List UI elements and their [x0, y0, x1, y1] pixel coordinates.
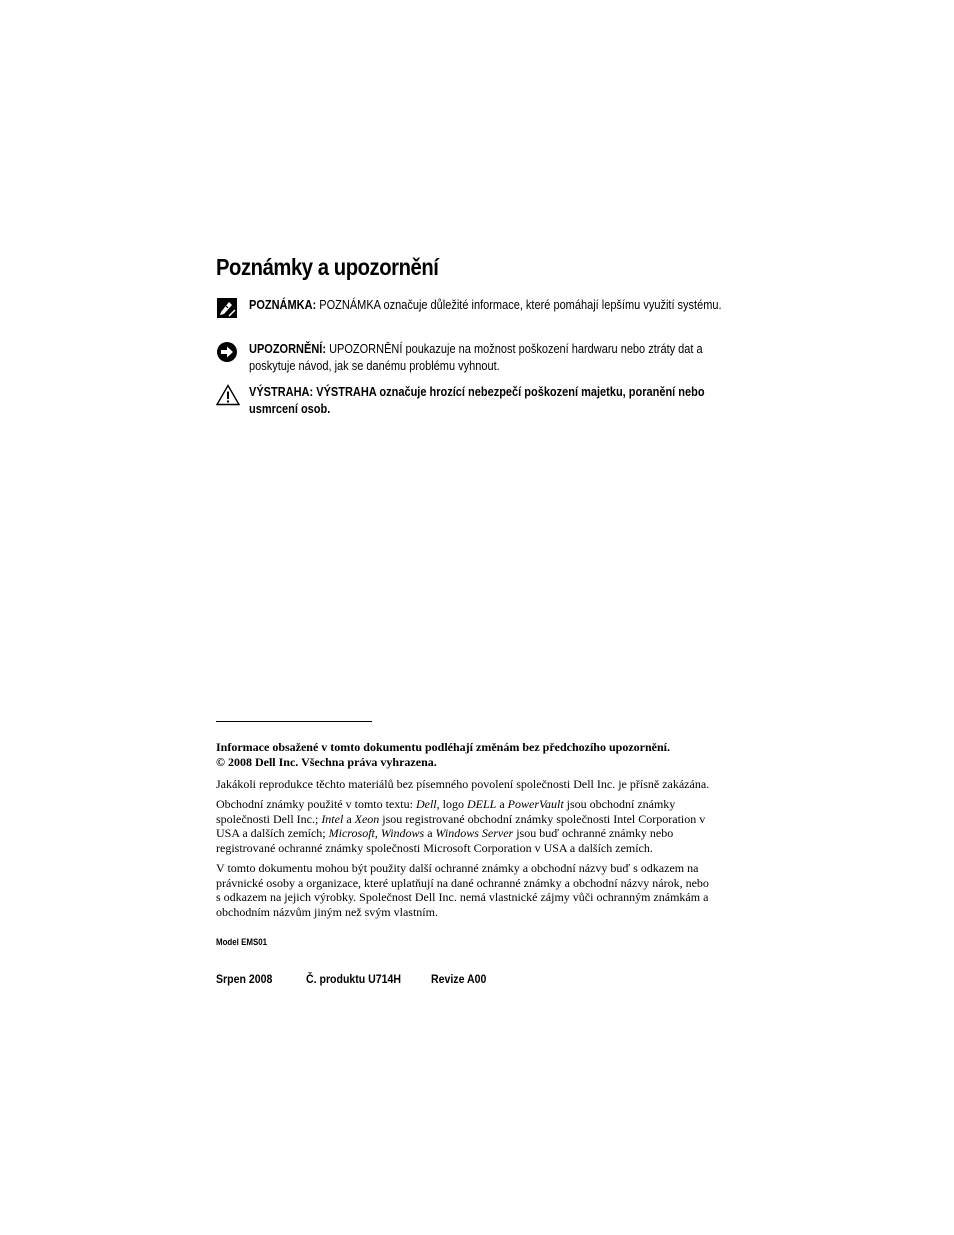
trademark-notice: Obchodní známky použité v tomto textu: Dell, logo DELL a PowerVault jsou obchodní známky společnosti Dell Inc.; Intel a Xeon jsou registrované obchodní známky společnosti Intel Corporation v USA a dalších zemích; Microsoft, Windows a Windows Server jsou buď ochranné známky nebo registrované ochranné známky společnosti Microsoft Corporation v USA a dalších zemích. [216, 797, 706, 855]
trademark-windows: Windows [380, 826, 425, 840]
trademark-powervault: PowerVault [507, 797, 564, 811]
caution-arrow-icon [216, 341, 238, 363]
trademark-intel: Intel [321, 811, 344, 826]
legal-notice [216, 740, 716, 769]
trademark-dell: Dell [415, 797, 437, 811]
note-text: POZNÁMKA označuje důležité informace, které pomáhají lepšímu využití systému. [319, 298, 722, 312]
caution-label: UPOZORNĚNÍ: [249, 342, 326, 356]
reproduction-notice: Jakákoli reprodukce těchto materiálů bez písemného povolení společnosti Dell Inc. je přísně zakázána. [216, 777, 710, 791]
publication-date: Srpen 2008 [216, 972, 273, 986]
other-marks-notice: V tomto dokumentu mohou být použity další ochranné známky a obchodní názvy buď s odkazem na právnické osoby a organizace, které uplatňují na dané ochranné známky a obchodní názvy nárok, nebo s odkazem na jejich výrobky. Společnost Dell Inc. nemá vlastnické zájmy vůči ochranným známkám a obchodním názvům jiným než svým vlastním. [216, 861, 709, 919]
note-label: POZNÁMKA: [249, 298, 317, 312]
legal-info-line: Informace obsažené v tomto dokumentu podléhají změnám bez předchozího upozornění. [216, 740, 670, 754]
part-number: Č. produktu U714H [306, 972, 402, 986]
pencil-note-icon [216, 297, 238, 319]
warning-triangle-icon [216, 384, 238, 406]
revision-number: Revize A00 [431, 972, 487, 986]
page-title: Poznámky a upozornění [216, 254, 439, 280]
trademark-microsoft: Microsoft [328, 826, 375, 840]
warning-label: VÝSTRAHA: [249, 385, 314, 399]
trademark-dell-logo: DELL [466, 797, 497, 811]
footnote-divider [216, 721, 372, 722]
copyright-line: © 2008 Dell Inc. Všechna práva vyhrazena. [216, 754, 437, 769]
caution-text: UPOZORNĚNÍ poukazuje na možnost poškození hardwaru nebo ztráty dat a poskytuje návod, jak se danému problému vyhnout. [249, 342, 703, 373]
warning-text: VÝSTRAHA označuje hrozící nebezpečí poškození majetku, poranění nebo usmrcení osob. [249, 385, 705, 416]
model-number: Model EMS01 [216, 937, 268, 947]
trademark-xeon: Xeon [354, 811, 380, 826]
trademark-windows-server: Windows Server [435, 826, 514, 840]
